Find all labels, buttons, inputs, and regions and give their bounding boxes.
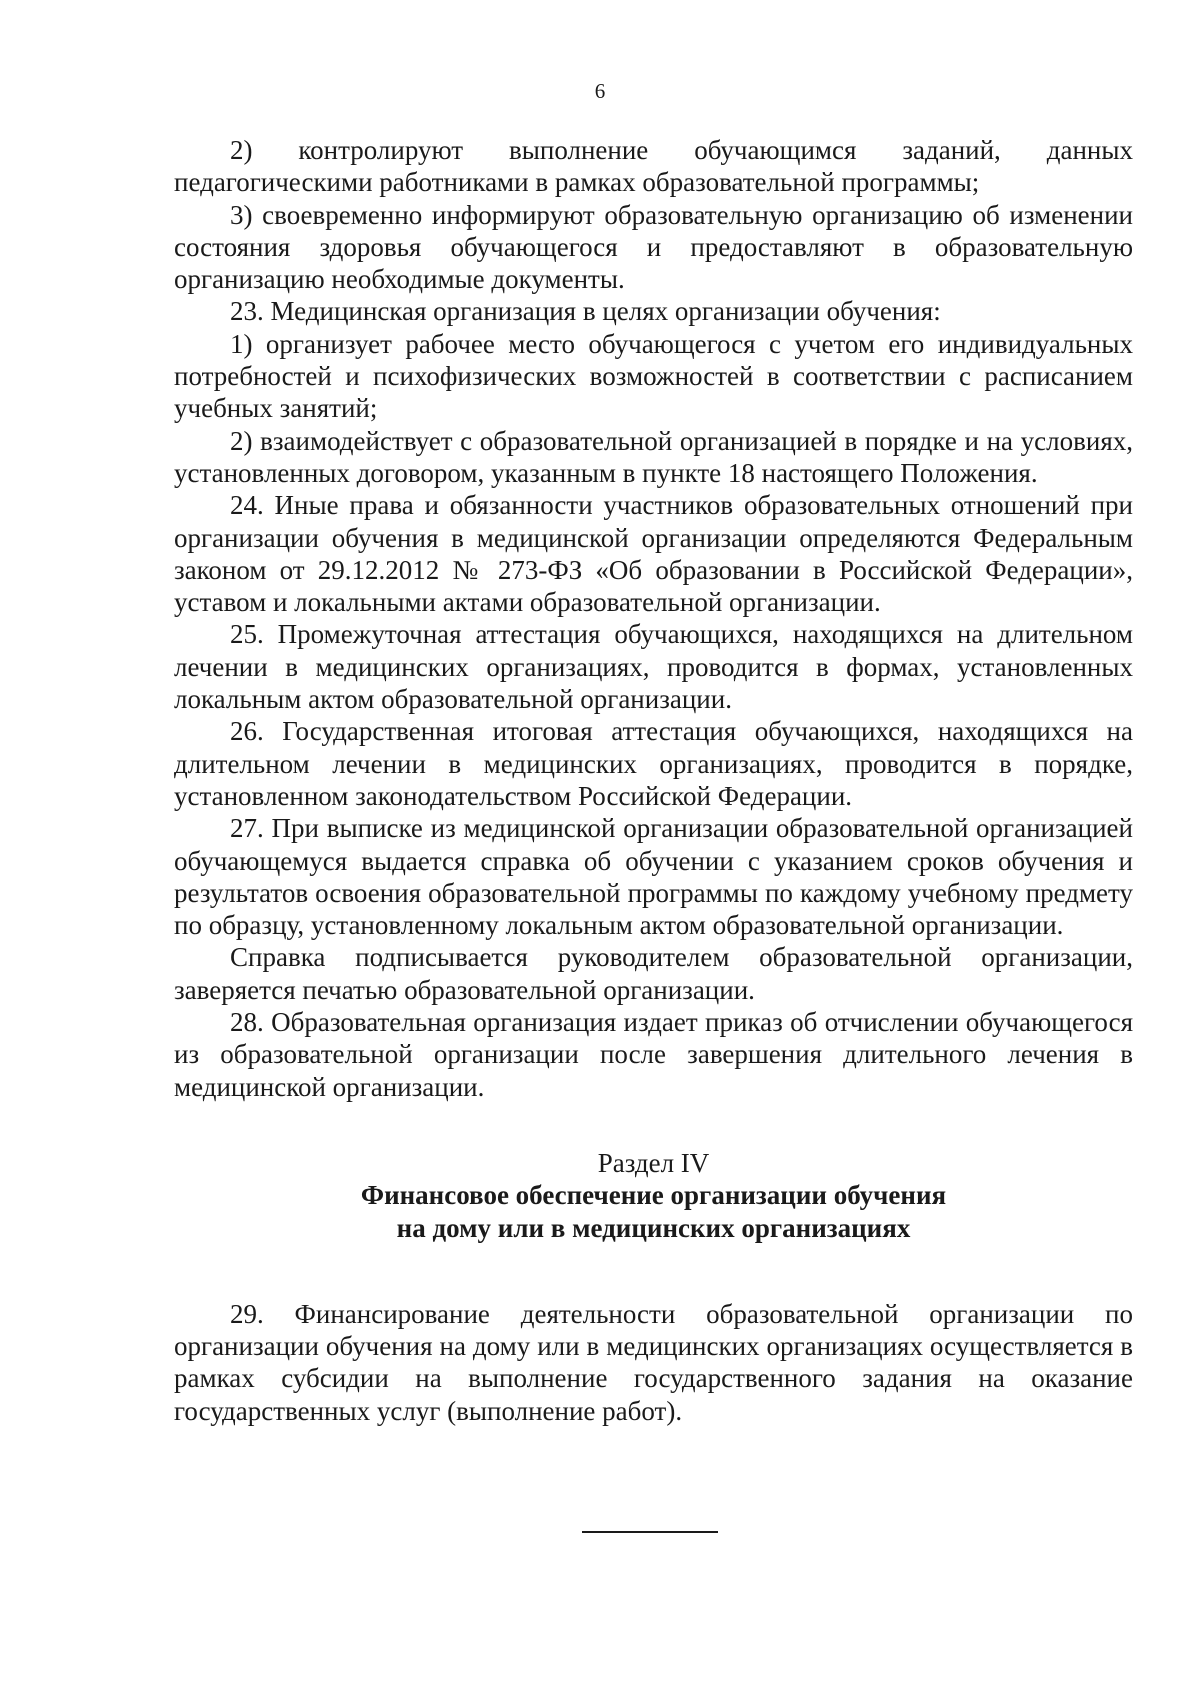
section-title-line-1: Финансовое обеспечение организации обучения (360, 1180, 947, 1211)
paragraph: 24. Иные права и обязанности участников образовательных отношений при организации обучения в медицинской организации определяются Федеральным законом от 29.12.2012 № 273-ФЗ «Об образовании в Российской Федерации», уставом и локальными актами образовательной организации. (174, 490, 1133, 618)
paragraph: 1) организует рабочее место обучающегося с учетом его индивидуальных потребностей и психофизических возможностей в соответствии с расписанием учебных занятий; (174, 328, 1133, 424)
paragraph: 27. При выписке из медицинской организации образовательной организацией обучающемуся выдается справка об обучении с указанием сроков обучения и результатов освоения образовательной программы по каждому учебному предмету по образцу, установленному локальным актом образовательной организации. (174, 813, 1133, 941)
document-body (174, 134, 1133, 1427)
section-label: Раздел IV (597, 1147, 710, 1178)
paragraph: 23. Медицинская организация в целях организации обучения: (230, 296, 941, 327)
paragraph: 2) взаимодействует с образовательной организацией в порядке и на условиях, установленных договором, указанным в пункте 18 настоящего Положения. (174, 425, 1133, 488)
paragraph: 29. Финансирование деятельности образовательной организации по организации обучения на дому или в медицинских организациях осуществляется в рамках субсидии на выполнение государственного задания на оказание государственных услуг (выполнение работ). (174, 1298, 1133, 1426)
end-of-document-rule (582, 1531, 718, 1533)
section-title-line-2: на дому или в медицинских организациях (396, 1212, 911, 1243)
paragraph: 26. Государственная итоговая аттестация обучающихся, находящихся на длительном лечении в медицинских организациях, проводится в порядке, установленном законодательством Российской Федерации. (174, 716, 1133, 811)
paragraph: 28. Образовательная организация издает приказ об отчислении обучающегося из образовательной организации после завершения длительного лечения в медицинской организации. (174, 1007, 1133, 1102)
paragraph: 25. Промежуточная аттестация обучающихся, находящихся на длительном лечении в медицинских организациях, проводится в формах, установленных локальным актом образовательной организации. (174, 619, 1133, 715)
paragraph: Справка подписывается руководителем образовательной организации, заверяется печатью образовательной организации. (174, 942, 1133, 1005)
section-heading (174, 1147, 1133, 1244)
paragraph: 3) своевременно информируют образовательную организацию об изменении состояния здоровья обучающегося и предоставляют в образовательную организацию необходимые документы. (174, 199, 1133, 295)
paragraph: 2) контролируют выполнение обучающимся заданий, данных педагогическими работниками в рамках образовательной программы; (174, 135, 1133, 198)
page-number: 6 (594, 79, 606, 103)
